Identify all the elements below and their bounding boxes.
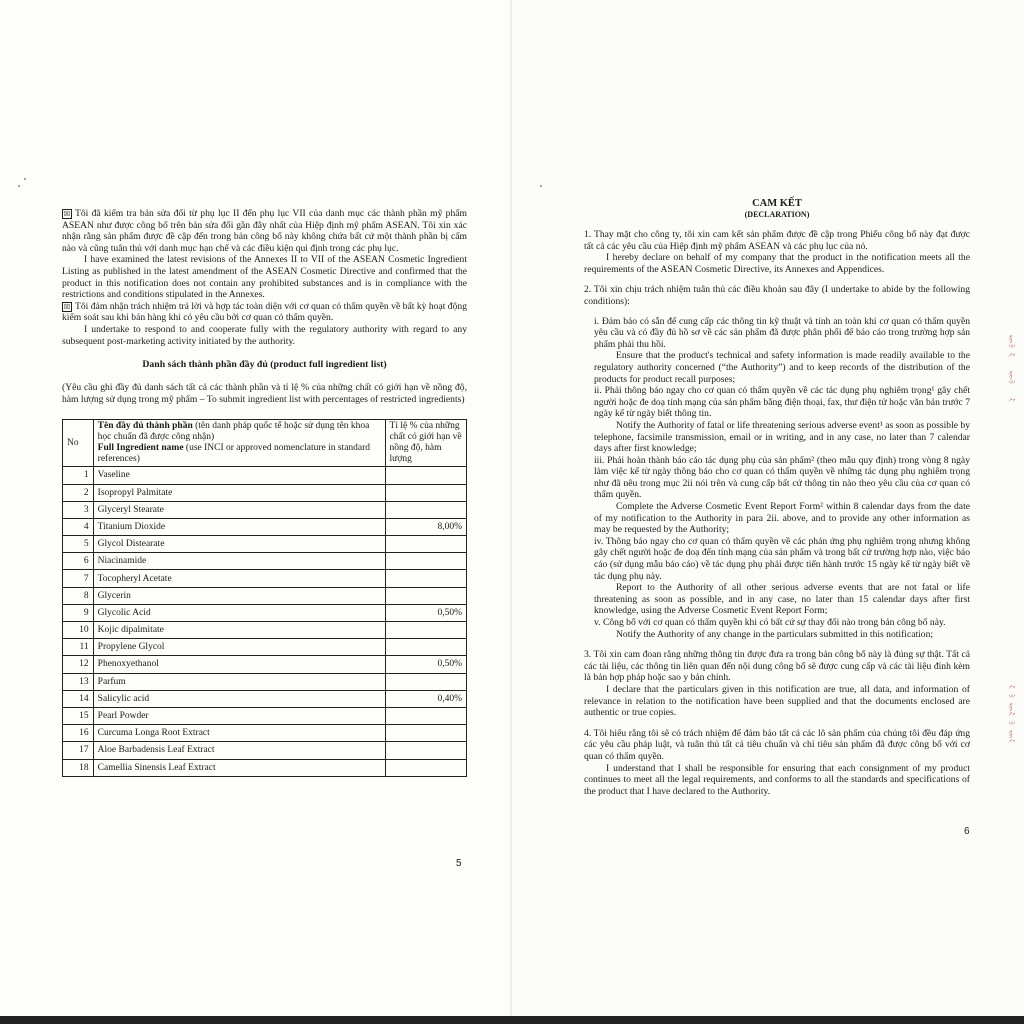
row-number: 17 [63, 742, 94, 759]
annex-check-paragraph-en: I have examined the latest revisions of the Annexes II to VII of the ASEAN Cosmetic Ingredient Listing as published in the latest amendment of the ASEAN Cosmetic Directive and confirmed that the product in this notification does not contain any prohibited substances and is in compliance with the restrictions and conditions stipulated in the Annexes. [62, 254, 467, 301]
ingredient-percentage: 0,50% [385, 656, 466, 673]
post-market-paragraph-en: I undertake to respond to and cooperate fully with the regulatory authority with regard to any subsequent post-marketing activity initiated by the authority. [62, 323, 467, 347]
ingredient-percentage [385, 639, 466, 656]
bottom-border [0, 1016, 1024, 1024]
condition-ii: ii. Phải thông báo ngay cho cơ quan có thẩm quyền về các tác dụng phụ nghiêm trọng¹ gây chết người hoặc đe doạ tính mạng của sản phẩm bằng điện thoại, fax, thư điện tử hoặc văn bản trước 7 ngày kể từ ngày biết thông tin. Notify the Authority of fatal or life threatening serious adverse event¹ as soon as possible by telephone, facsimile transmission, email or in writing, and in any case, no later than 7 calendar days after first knowledge; [594, 385, 970, 455]
declaration-item-2: 2. Tôi xin chịu trách nhiệm tuân thủ các điều khoản sau đây (I undertake to abide by the following conditions): i. Đảm bảo có sẵn để cung cấp các thông tin kỹ thuật và tính an toàn khi cơ quan có thẩm quyền yêu cầu và có đầy đủ hồ sơ về các sản phẩm đã được phân phối để báo cáo trong trường hợp sản phẩm phải thu hồi. Ensure that the product's technical and safety information is made readily available to the regulatory authority concerned (“the Authority”) and to keep records of the distribution of the products for product recall purposes; ii. Phải thông báo ngay cho cơ quan có thẩm quyền về các tác dụng phụ nghiêm trọng¹ gây chết người hoặc đe doạ tính mạng của sản phẩm bằng điện thoại, fax, thư điện tử hoặc văn bản trước 7 ngày kể từ ngày biết thông tin. Notify the Authority of fatal or life threatening serious adverse event¹ as soon as possible by telephone, facsimile transmission, email or in writing, and in any case, no later than 7 calendar days after first knowledge; iii. Phải hoàn thành báo cáo tác dụng phụ của sản phẩm² (theo mẫu quy định) trong vòng 8 ngày làm việc kể từ ngày thông báo cho cơ quan có thẩm quyền về những tác dụng phụ nghiêm trọng như đã nêu trong mục 2ii nói trên và cung cấp bất cứ thông tin nào theo yêu cầu của cơ quan có thẩm quyền. Complete the Adverse Cosmetic Event Report Form² within 8 calendar days from the date of my notification to the Authority in para 2ii. above, and to provide any other information as may be requested by the Authority; iv. Thông báo ngay cho cơ quan có thẩm quyền về các phản ứng phụ nghiêm trọng nhưng không gây chết người hoặc đe doạ đến tính mạng của sản phẩm và trong bất cứ trường hợp nào, việc báo cáo (sử dụng mẫu báo cáo) về tác dụng phụ phải được tiến hành trước 15 ngày kể từ ngày biết về tác dụng phụ này. Report to the Authority of all other serious adverse events that are not fatal or life threatening as soon as possible, and in any case, no later than 15 calendar days after first knowledge, using the Adverse Cosmetic Event Report Form; v. Công bố với cơ quan có thẩm quyền khi có bất cứ sự thay đổi nào trong bản công bố này. Notify the Authority of any change in the particulars submitted in this notification; [584, 284, 970, 640]
ingredient-name: Niacinamide [93, 553, 385, 570]
ingredient-percentage: 0,50% [385, 604, 466, 621]
ingredient-percentage [385, 622, 466, 639]
left-page-content [62, 208, 467, 777]
row-number: 7 [63, 570, 94, 587]
table-row [63, 742, 467, 759]
ingredient-percentage [385, 484, 466, 501]
ingredient-list-title: Danh sách thành phần đầy đủ (product full ingredient list) [142, 359, 387, 371]
table-row [63, 501, 467, 518]
ingredient-percentage [385, 587, 466, 604]
ingredient-percentage [385, 501, 466, 518]
table-row [63, 484, 467, 501]
ingredient-percentage [385, 725, 466, 742]
ingredient-percentage [385, 570, 466, 587]
table-header-row [63, 420, 467, 467]
ingredient-name: Pearl Powder [93, 707, 385, 724]
table-row [63, 604, 467, 621]
table-row [63, 570, 467, 587]
header-no: No [63, 420, 94, 467]
table-row [63, 656, 467, 673]
scan-speck [540, 185, 542, 187]
ingredient-percentage: 0,40% [385, 690, 466, 707]
declaration-item-1: 1. Thay mặt cho công ty, tôi xin cam kết sản phẩm được đề cập trong Phiếu công bố này đạt được tất cả các yêu cầu của Hiệp định mỹ phẩm ASEAN và các phụ lục của nó. I hereby declare on behalf of my company that the product in the notification meets all the requirements of the ASEAN Cosmetic Directive, its Annexes and Appendices. [584, 229, 970, 275]
ingredient-name: Glycol Distearate [93, 536, 385, 553]
annex-check-paragraph-vi: ☒ Tôi đã kiểm tra bản sửa đổi từ phụ lục II đến phụ lục VII của danh mục các thành phần mỹ phẩm ASEAN như được công bố trên bản sửa đổi gần đây nhất của Hiệp định mỹ phẩm ASEAN. Tôi xin xác nhận rằng sản phẩm được đề cập đến trong bản công bố này không chứa bất cứ một thành phần bị cấm nào và cũng tuân thủ với danh mục hạn chế và các điều kiện qui định trong các phụ lục. [62, 208, 467, 254]
row-number: 16 [63, 725, 94, 742]
ingredient-name: Phenoxyethanol [93, 656, 385, 673]
header-ingredient-name: Tên đầy đủ thành phần (tên danh pháp quốc tế hoặc sử dụng tên khoa học chuẩn đã được công nhận) Full Ingredient name (use INCI or approved nomenclature in standard references) [93, 420, 385, 467]
row-number: 11 [63, 639, 94, 656]
post-market-paragraph-vi: ☒ Tôi đảm nhận trách nhiệm trả lời và hợp tác toàn diện với cơ quan có thẩm quyền về bất kỳ hoạt động kiểm soát sau khi bán hàng khi có yêu cầu bởi cơ quan có thẩm quyền. [62, 300, 467, 324]
scan-speck [24, 178, 26, 180]
ingredient-name: Camellia Sinensis Leaf Extract [93, 759, 385, 776]
ingredient-name: Kojic dipalmitate [93, 622, 385, 639]
row-number: 4 [63, 518, 94, 535]
condition-iii: iii. Phải hoàn thành báo cáo tác dụng phụ của sản phẩm² (theo mẫu quy định) trong vòng 8 ngày làm việc kể từ ngày thông báo cho cơ quan có thẩm quyền về những tác dụng phụ nghiêm trọng như đã nêu trong mục 2ii nói trên và cung cấp bất cứ thông tin nào theo yêu cầu của cơ quan có thẩm quyền. Complete the Adverse Cosmetic Event Report Form² within 8 calendar days from the date of my notification to the Authority in para 2ii. above, and to provide any other information as may be requested by the Authority; [594, 454, 970, 536]
table-row [63, 707, 467, 724]
table-row [63, 518, 467, 535]
table-row [63, 587, 467, 604]
row-number: 3 [63, 501, 94, 518]
ingredient-percentage [385, 536, 466, 553]
table-row [63, 553, 467, 570]
table-row [63, 725, 467, 742]
checkbox-checked-icon: ☒ [63, 302, 71, 311]
row-number: 12 [63, 656, 94, 673]
condition-iv: iv. Thông báo ngay cho cơ quan có thẩm quyền về các phản ứng phụ nghiêm trọng nhưng không gây chết người hoặc đe doạ đến tính mạng của sản phẩm và trong bất cứ trường hợp nào, việc báo cáo (sử dụng mẫu báo cáo) về tác dụng phụ phải được tiến hành trước 15 ngày kể từ ngày biết về tác dụng phụ này. Report to the Authority of all other serious adverse events that are not fatal or life threatening as soon as possible, and in any case, no later than 15 calendar days after first knowledge, using the Adverse Cosmetic Event Report Form; [594, 535, 970, 617]
declaration-item-3: 3. Tôi xin cam đoan rằng những thông tin được đưa ra trong bản công bố này là đúng sự thật. Tất cả các tài liệu, các thông tin liên quan đến nội dung công bố sẽ được cung cấp và các tài liệu đính kèm là bản hợp pháp hoặc sao y bản chính. I declare that the particulars given in this notification are true, all data, and information of relevance in relation to the notification have been supplied and that the documents enclosed are authentic or true copies. [584, 649, 970, 719]
table-row [63, 673, 467, 690]
ingredient-percentage [385, 553, 466, 570]
ingredient-name: Curcuma Longa Root Extract [93, 725, 385, 742]
ingredient-name: Titanium Dioxide [93, 518, 385, 535]
row-number: 14 [63, 690, 94, 707]
ingredient-table [62, 419, 467, 776]
page-number-left: 5 [456, 858, 462, 869]
ingredient-table-body [63, 467, 467, 776]
page-number-right: 6 [964, 826, 970, 837]
ingredient-instruction: (Yêu cầu ghi đầy đủ danh sách tất cả các thành phần và tỉ lệ % của những chất có giới hạn về nồng độ, hàm lượng sử dụng trong mỹ phẩm – To submit ingredient list with percentages of restricted ingredients) [62, 382, 467, 405]
table-row [63, 639, 467, 656]
ingredient-name: Propylene Glycol [93, 639, 385, 656]
table-row [63, 759, 467, 776]
declaration-content [584, 198, 970, 806]
ingredient-percentage: 8,00% [385, 518, 466, 535]
scan-speck [18, 185, 20, 187]
declaration-subtitle: (DECLARATION) [744, 210, 810, 219]
red-stamp-mark: ⺨ ⺌ ⺈ ⺨ ⺌ ⺈ [1008, 335, 1016, 407]
ingredient-name: Glycolic Acid [93, 604, 385, 621]
row-number: 9 [63, 604, 94, 621]
condition-v: v. Công bố với cơ quan có thẩm quyền khi có bất cứ sự thay đổi nào trong bản công bố này. Notify the Authority of any change in the particulars submitted in this notification; [594, 617, 946, 640]
table-row [63, 690, 467, 707]
ingredient-percentage [385, 467, 466, 484]
row-number: 6 [63, 553, 94, 570]
ingredient-name: Vaseline [93, 467, 385, 484]
ingredient-name: Glycerin [93, 587, 385, 604]
ingredient-percentage [385, 759, 466, 776]
row-number: 1 [63, 467, 94, 484]
ingredient-name: Salicylic acid [93, 690, 385, 707]
ingredient-percentage [385, 742, 466, 759]
ingredient-name: Parfum [93, 673, 385, 690]
row-number: 13 [63, 673, 94, 690]
ingredient-name: Tocopheryl Acetate [93, 570, 385, 587]
ingredient-percentage [385, 673, 466, 690]
row-number: 8 [63, 587, 94, 604]
ingredient-name: Glyceryl Stearate [93, 501, 385, 518]
row-number: 5 [63, 536, 94, 553]
declaration-title: CAM KẾT [752, 198, 802, 209]
row-number: 18 [63, 759, 94, 776]
row-number: 10 [63, 622, 94, 639]
table-row [63, 467, 467, 484]
ingredient-name: Isopropyl Palmitate [93, 484, 385, 501]
row-number: 15 [63, 707, 94, 724]
declaration-item-4: 4. Tôi hiểu rằng tôi sẽ có trách nhiệm để đảm bảo tất cả các lô sản phẩm của chúng tôi đều đáp ứng các yêu cầu pháp luật, và tuân thủ tất cả tiêu chuẩn và chỉ tiêu sản phẩm đã được công bố với cơ quan có thẩm quyền. I understand that I shall be responsible for ensuring that each consignment of my product continues to meet all the legal requirements, and conforms to all the standards and specifications of the product that I have declared to the Authority. [584, 727, 970, 797]
row-number: 2 [63, 484, 94, 501]
red-stamp-mark: ⺈ ⺌ ⺨ ⺈ ⺌ ⺨ ⺈ [1008, 685, 1016, 748]
table-row [63, 536, 467, 553]
checkbox-checked-icon: ☒ [63, 210, 71, 218]
ingredient-name: Aloe Barbadensis Leaf Extract [93, 742, 385, 759]
table-row [63, 622, 467, 639]
ingredient-percentage [385, 707, 466, 724]
condition-i: i. Đảm bảo có sẵn để cung cấp các thông tin kỹ thuật và tính an toàn khi cơ quan có thẩm quyền yêu cầu và có đầy đủ hồ sơ về các sản phẩm đã được phân phối để báo cáo trong trường hợp sản phẩm phải thu hồi. Ensure that the product's technical and safety information is made readily available to the regulatory authority concerned (“the Authority”) and to keep records of the distribution of the products for product recall purposes; [594, 315, 970, 385]
header-percentage: Tỉ lệ % của những chất có giới hạn về nồng độ, hàm lượng [385, 420, 466, 467]
